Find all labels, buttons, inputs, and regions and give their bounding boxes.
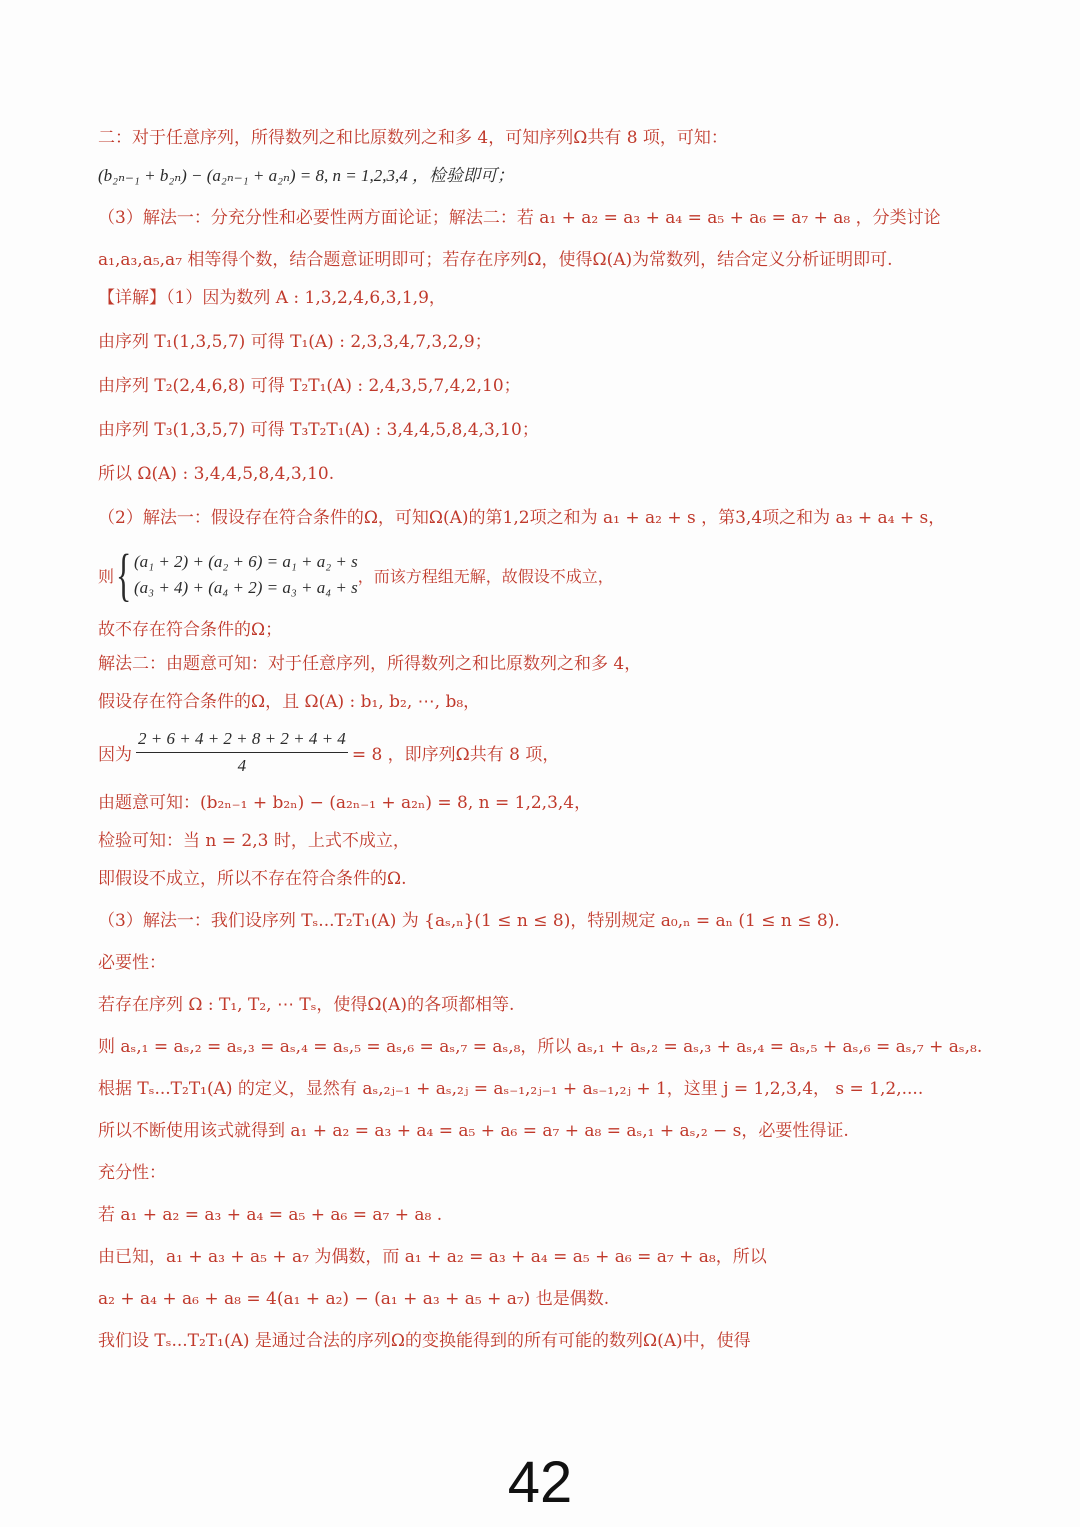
necessity-line-2: 则 aₛ,₁ = aₛ,₂ = aₛ,₃ = aₛ,₄ = aₛ,₅ = aₛ,₆ = aₛ,₇ = aₛ,₈，所以 aₛ,₁ + aₛ,₂ = aₛ,₃ + aₛ,₄ = aₛ,₅ + aₛ,₆ = aₛ,₇ + aₛ,₈. bbox=[98, 1037, 983, 1057]
part2-condition: 由题意可知：(b₂ₙ₋₁ + b₂ₙ) − (a₂ₙ₋₁ + a₂ₙ) = 8, n = 1,2,3,4， bbox=[98, 793, 592, 813]
sufficiency-line-3: a₂ + a₄ + a₆ + a₈ = 4(a₁ + a₂) − (a₁ + a₃ + a₅ + a₇) 也是偶数. bbox=[98, 1289, 610, 1309]
necessity-line-1: 若存在序列 Ω : T₁, T₂, ⋯ Tₛ，使得Ω(A)的各项都相等. bbox=[98, 995, 515, 1015]
analysis-line-1: 二：对于任意序列，所得数列之和比原数列之和多 4，可知序列Ω共有 8 项，可知： bbox=[98, 128, 728, 148]
analysis-formula-line: (b₂ₙ₋₁ + b₂ₙ) − (a₂ₙ₋₁ + a₂ₙ) = 8, n = 1,2,3,4 ，检验即可； bbox=[98, 166, 514, 185]
part2-method2-line: 解法二：由题意可知：对于任意序列，所得数列之和比原数列之和多 4， bbox=[98, 654, 642, 674]
sufficiency-line-1: 若 a₁ + a₂ = a₃ + a₄ = a₅ + a₆ = a₇ + a₈ . bbox=[98, 1205, 443, 1225]
sufficiency-line-2: 由已知，a₁ + a₃ + a₅ + a₇ 为偶数，而 a₁ + a₂ = a₃ + a₄ = a₅ + a₆ = a₇ + a₈，所以 bbox=[98, 1247, 767, 1267]
equation-1: (a₁ + 2) + (a₂ + 6) = a₁ + a₂ + s bbox=[134, 552, 358, 571]
fraction-suffix: = 8 ，即序列Ω共有 8 项， bbox=[351, 745, 560, 765]
detail-step-2: 由序列 T₂(2,4,6,8) 可得 T₂T₁(A) : 2,4,3,5,7,4,2,10； bbox=[98, 376, 521, 396]
analysis-part3-line: （3）解法一：分充分性和必要性两方面论证；解法二：若 a₁ + a₂ = a₃ + a₄ = a₅ + a₆ = a₇ + a₈ ，分类讨论 bbox=[98, 208, 941, 228]
left-brace-icon: { bbox=[116, 542, 132, 607]
detail-result: 所以 Ω(A) : 3,4,4,5,8,4,3,10. bbox=[98, 464, 335, 484]
sufficiency-line-4: 我们设 Tₛ...T₂T₁(A) 是通过合法的序列Ω的变换能得到的所有可能的数列Ω(A)中，使得 bbox=[98, 1331, 751, 1351]
part2-conclusion: 故不存在符合条件的Ω； bbox=[98, 620, 283, 640]
fraction-numerator: 2 + 6 + 4 + 2 + 8 + 2 + 4 + 4 bbox=[136, 728, 348, 753]
fraction-denominator: 4 bbox=[237, 756, 247, 775]
part2-method1-line: （2）解法一：假设存在符合条件的Ω，可知Ω(A)的第1,2项之和为 a₁ + a₂ + s ，第3,4项之和为 a₃ + a₄ + s， bbox=[98, 508, 946, 528]
sufficiency-heading: 充分性： bbox=[98, 1163, 166, 1183]
part2-final: 即假设不成立，所以不存在符合条件的Ω. bbox=[98, 869, 407, 889]
fraction-line bbox=[98, 728, 998, 777]
part2-check: 检验可知：当 n = 2,3 时，上式不成立， bbox=[98, 831, 410, 851]
detail-step-3: 由序列 T₃(1,3,5,7) 可得 T₃T₂T₁(A) : 3,4,4,5,8,4,3,10； bbox=[98, 420, 539, 440]
necessity-heading: 必要性： bbox=[98, 953, 166, 973]
detail-step-1: 由序列 T₁(1,3,5,7) 可得 T₁(A) : 2,3,3,4,7,3,2,9； bbox=[98, 332, 492, 352]
equation-list bbox=[134, 549, 358, 601]
page-number: 42 bbox=[507, 1450, 573, 1515]
fraction bbox=[136, 728, 348, 777]
equation-system-prefix: 则 bbox=[98, 566, 115, 586]
fraction-prefix: 因为 bbox=[98, 745, 132, 765]
equation-system bbox=[98, 542, 998, 607]
part3-method1-line: （3）解法一：我们设序列 Tₛ...T₂T₁(A) 为 {aₛ,ₙ}(1 ≤ n ≤ 8)，特别规定 a₀,ₙ = aₙ (1 ≤ n ≤ 8). bbox=[98, 911, 840, 931]
analysis-part3-line-2: a₁,a₃,a₅,a₇ 相等得个数，结合题意证明即可；若存在序列Ω，使得Ω(A)为常数列，结合定义分析证明即可. bbox=[98, 250, 893, 270]
solution-text bbox=[98, 126, 998, 1353]
part2-assumption: 假设存在符合条件的Ω，且 Ω(A) : b₁, b₂, ⋯, b₈， bbox=[98, 692, 481, 712]
detail-heading: 【详解】（1）因为数列 A : 1,3,2,4,6,3,1,9， bbox=[98, 288, 446, 308]
equation-2: (a₃ + 4) + (a₄ + 2) = a₃ + a₄ + s bbox=[134, 578, 358, 597]
necessity-line-4: 所以不断使用该式就得到 a₁ + a₂ = a₃ + a₄ = a₅ + a₆ = a₇ + a₈ = aₛ,₁ + aₛ,₂ − s，必要性得证. bbox=[98, 1121, 849, 1141]
equation-system-suffix: ，而该方程组无解，故假设不成立， bbox=[357, 566, 614, 586]
necessity-line-3: 根据 Tₛ...T₂T₁(A) 的定义，显然有 aₛ,₂ⱼ₋₁ + aₛ,₂ⱼ = aₛ₋₁,₂ⱼ₋₁ + aₛ₋₁,₂ⱼ + 1，这里 j = 1,2,3,4， s = 1,2,.... bbox=[98, 1079, 924, 1099]
